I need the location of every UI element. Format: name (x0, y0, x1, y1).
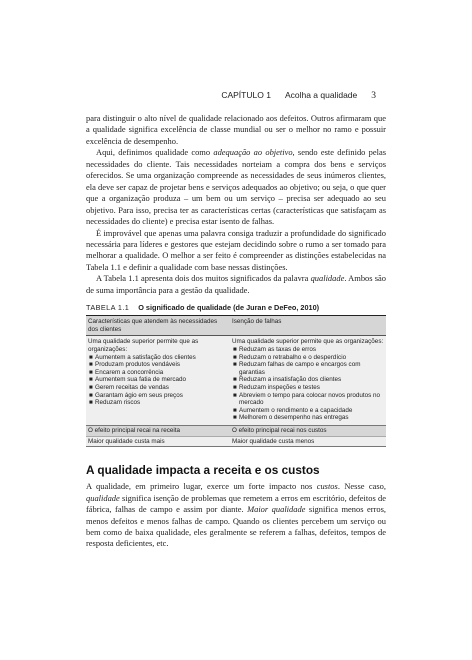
bullet-icon: ■ (233, 376, 237, 384)
bullet-icon: ■ (89, 376, 93, 384)
list-item: ■ Aumentem o rendimento e a capacidade (233, 406, 353, 414)
table-header-row (86, 316, 386, 336)
section-paragraph: A qualidade, em primeiro lugar, exerce um forte impacto nos custos. Nesse caso, qualidade significa isenção de problemas que remetem a erros em escritório, defeitos de fábrica, falhas de campo e assim por diante. Maior qualidade significa menos erros, menos defeitos e menos falhas de campo. Quando os clientes percebem um serviço ou bem como de baixa qualidade, eles geralmente se referem a falhas, defeitos, tempos de resposta deficientes, etc. (86, 481, 386, 549)
list-item: ■ Reduzam inspeções e testes (233, 384, 320, 391)
quality-meaning-table (86, 316, 386, 447)
list-item: ■ Reduzam a insatisfação dos clientes (233, 376, 342, 384)
list-item: ■ Produzam produtos vendáveis (89, 361, 181, 369)
bullet-icon: ■ (233, 406, 237, 414)
effect-revenue-cell: O efeito principal recai na receita (86, 425, 230, 436)
paragraph-4: A Tabela 1.1 apresenta dois dos muitos significados da palavra qualidade. Ambos são de suma importância para a gestão da qualidade. (86, 273, 386, 295)
list-item: ■ Abreviem o tempo para colocar novos produtos no mercado (233, 391, 381, 407)
features-cell (86, 336, 230, 426)
table-row (86, 336, 386, 426)
table-row-cost (86, 436, 386, 447)
column-header-features: Características que atendem às necessidades dos clientes (86, 316, 230, 336)
list-item: ■ Reduzam riscos (89, 399, 141, 407)
bullet-icon: ■ (233, 384, 237, 391)
header-title: Acolha a qualidade (284, 90, 358, 100)
list-item: ■ Aumentem sua fatia de mercado (89, 376, 187, 384)
list-item: ■ Encarem a concorrência (89, 368, 164, 376)
table-caption (86, 303, 386, 316)
bullet-icon: ■ (233, 346, 237, 354)
column-header-freedom: Isenção de falhas (230, 316, 386, 336)
paragraph-2: Aqui, definimos qualidade como adequação ao objetivo, sendo este definido pelas necessidades do cliente. Tais necessidades norteiam a compra dos bens e serviços oferecidos. Se uma organização compreende as necessidades de seus inúmeros clientes, ela deve ser capaz de projetar bens e serviços adequados ao objetivo; ou seja, o que quer que a organização produza – um bem ou um serviço – precisa ser adequado ao seu objetivo. Para isso, precisa ter as características certas (características que satisfaçam as necessidades do cliente) e precisa estar isento de falhas. (86, 147, 386, 227)
bullet-icon: ■ (89, 353, 93, 361)
bullet-icon: ■ (233, 361, 237, 369)
bullet-icon: ■ (233, 414, 237, 422)
page-number: 3 (371, 91, 376, 101)
bullet-icon: ■ (89, 399, 93, 407)
bullet-icon: ■ (89, 368, 93, 376)
table-row-effect (86, 425, 386, 436)
list-item: ■ Aumentem a satisfação dos clientes (89, 353, 196, 361)
list-item: ■ Melhorem o desempenho nas entregas (233, 414, 349, 422)
cost-less-cell: Maior qualidade custa menos (230, 436, 386, 447)
paragraph-3: É improvável que apenas uma palavra consiga traduzir a profundidade do significado necessária para líderes e gestores que estejam decidindo sobre o rumo a ser tomado para melhorar a qualidade. O melhor a ser feito é compreender as distinções estabelecidas na Tabela 1.1 e definir a qualidade com base nessas distinções. (86, 227, 386, 272)
bullet-icon: ■ (89, 384, 93, 391)
freedom-intro: Uma qualidade superior permite que as organizações: (232, 338, 384, 346)
list-item: ■ Reduzam falhas de campo e encargos com garantias (233, 361, 361, 376)
header-chapter: CAPÍTULO 1 (221, 90, 271, 100)
paragraph-1: para distinguir o alto nível de qualidade relacionado aos defeitos. Outros afirmaram que a qualidade significa excelência de classe mundial ou ser o melhor no ramo e possuir excelência de desempenho. (86, 113, 386, 146)
list-item: ■ Gerem receitas de vendas (89, 384, 169, 391)
table-title: O significado de qualidade (de Juran e DeFeo, 2010) (138, 303, 320, 313)
page-body (86, 113, 386, 550)
cost-more-cell: Maior qualidade custa mais (86, 436, 230, 447)
features-list (88, 354, 228, 407)
freedom-list (232, 346, 384, 422)
list-item: ■ Reduzam o retrabalho e o desperdício (233, 353, 347, 361)
running-header (221, 90, 376, 101)
freedom-cell (230, 336, 386, 426)
list-item: ■ Garantam ágio em seus preços (89, 391, 183, 399)
bullet-icon: ■ (89, 361, 93, 369)
bullet-icon: ■ (233, 391, 237, 399)
section-heading: A qualidade impacta a receita e os custos (86, 463, 320, 478)
bullet-icon: ■ (233, 353, 237, 361)
bullet-icon: ■ (89, 391, 93, 399)
table-number: TABELA 1.1 (86, 303, 130, 313)
effect-cost-cell: O efeito principal recai nos custos (230, 425, 386, 436)
features-intro: Uma qualidade superior permite que as organizações: (88, 338, 199, 354)
list-item: ■ Reduzam as taxas de erros (233, 346, 316, 354)
